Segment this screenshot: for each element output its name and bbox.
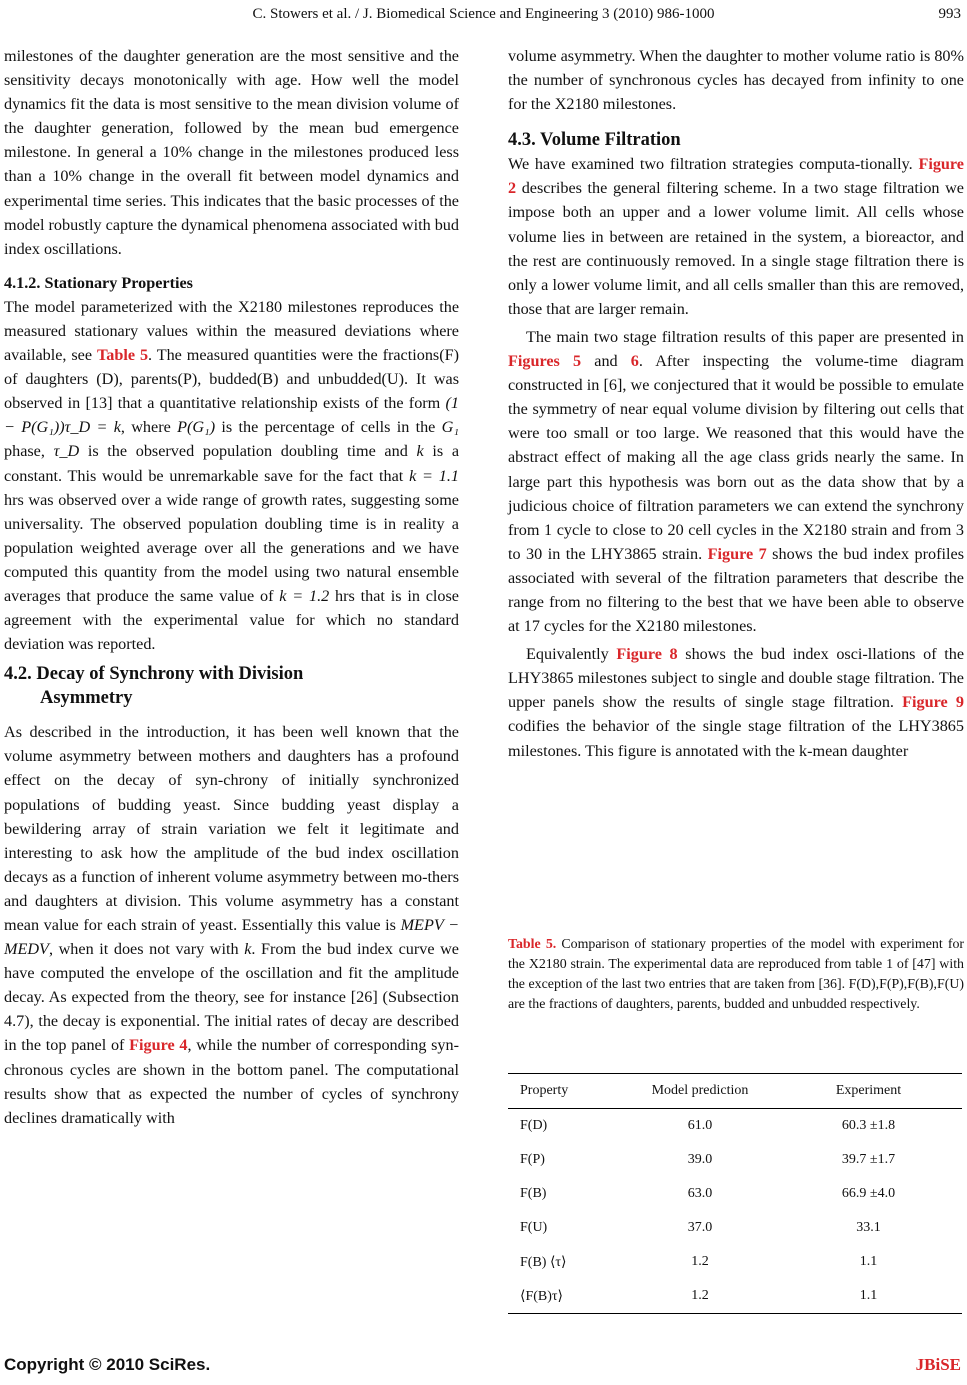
table-row — [508, 1143, 962, 1177]
table-cell: ⟨F(B)τ⟩ — [520, 1288, 563, 1304]
table-cell: 60.3 ±1.8 — [841, 1118, 896, 1133]
journal-abbrev: JBiSE — [915, 1355, 961, 1374]
table-cell: 37.0 — [687, 1220, 713, 1235]
table-cell: F(P) — [520, 1152, 545, 1167]
copyright-notice: Copyright © 2010 SciRes. — [4, 1355, 211, 1374]
table-cell: 39.7 ±1.7 — [841, 1152, 896, 1167]
table-cell: 1.1 — [859, 1254, 878, 1269]
equation: G₁ — [441, 418, 459, 437]
table-cell: 33.1 — [856, 1220, 881, 1235]
running-header — [0, 4, 967, 24]
figures-5-link[interactable]: Figures 5 — [508, 352, 582, 371]
table-row — [508, 1279, 962, 1314]
equation: k — [416, 442, 424, 461]
table-cell: 61.0 — [687, 1118, 713, 1133]
figure-2-link[interactable]: Figure 2 — [508, 155, 964, 198]
section-heading-4-3: 4.3. Volume Filtration — [508, 130, 681, 151]
table-cell: 1.2 — [691, 1254, 709, 1269]
page-footer — [0, 1355, 967, 1385]
figure-9-link[interactable]: Figure 9 — [902, 693, 965, 712]
equation: k — [244, 940, 252, 959]
left-column — [4, 44, 459, 1130]
table-cell: 1.1 — [859, 1288, 878, 1303]
figure-4-link[interactable]: Figure 4 — [129, 1036, 188, 1055]
table-5-label: Table 5. — [508, 937, 557, 952]
table-row — [508, 1245, 962, 1279]
table-cell: F(B) ⟨τ⟩ — [520, 1254, 567, 1270]
right-column — [508, 44, 964, 763]
table-cell: F(B) — [520, 1186, 547, 1201]
paragraph: volume asymmetry. When the daughter to mother volume ratio is 80% the number of synchronous cycles has decayed from infinity to one for the X2180 milestones. — [508, 47, 964, 114]
paragraph: The model parameterized with the X2180 milestones reproduces the measured stationary values within the measured deviations where available, see Table 5. The measured quantities were the fractions(F) of daughters (D), parents(P), budded(B) and unbudded(U). It was observed in [13] that a quantitative relationship exists of the form (1 − P(G₁))τ_D = k, where P(G₁) is the percentage of cells in the G₁ phase, τ_D is the observed population doubling time and k is a constant. This would be unremarkable save for the fact that k = 1.1 hrs was observed over a wide range of growth rates, suggesting some universality. The observed population doubling time is in reality a population weighted average over all the generations and we have computed this quantity from the model using two natural ensemble averages that produce the same value of k = 1.2 hrs that is in close agreement with the experimental value for which no standard deviation was reported. — [4, 297, 460, 654]
section-heading-4-1-2: 4.1.2. Stationary Properties — [4, 273, 193, 292]
figure-7-link[interactable]: Figure 7 — [707, 544, 767, 563]
equation: (1 − P(G₁))τ_D = k — [4, 394, 459, 437]
paragraph: We have examined two filtration strategies computa-tionally. Figure 2 describes the general filtering scheme. In a two stage filtration we impose both an upper and a lower volume limit. All cells whose volume lies in between are retained in the system, a bioreactor, and the rest are continuously removed. In a single stage filtration there is only a lower volume limit, and all cells smaller than this are removed, those that are larger remain. — [508, 155, 964, 318]
equation: P(G₁) — [177, 418, 216, 437]
equation: MEPV − MEDV — [4, 916, 459, 959]
table-cell: 63.0 — [687, 1186, 713, 1201]
table-row — [508, 1211, 962, 1245]
table-cell: F(D) — [520, 1118, 548, 1133]
table-cell: 39.0 — [687, 1152, 713, 1167]
equation: k = 1.1 — [409, 466, 460, 485]
table-5-caption: Table 5. Comparison of stationary properties of the model with experiment for the X2180 strain. The experimental data are reproduced from table 1 of [47] with the exception of the last two entries that are taken from [36]. F(D),F(P),F(B),F(U) are the fractions of daughters, parents, budded and unbudded respectively. — [508, 937, 965, 1012]
column-header: Property — [520, 1083, 569, 1098]
table-cell: F(U) — [520, 1220, 548, 1235]
paragraph: Equivalently Figure 8 shows the bud index osci-llations of the LHY3865 milestones subject to single and double stage filtration. The upper panels show the results of single stage filtration. Figure 9 codifies the behavior of the single stage filtration of the LHY3865 milestones. This figure is annotated with the k-mean daughter — [508, 645, 965, 760]
table-header-row — [508, 1074, 962, 1109]
table-cell: 1.2 — [691, 1288, 709, 1303]
equation: k = 1.2 — [279, 586, 330, 605]
equation: τ_D — [53, 442, 80, 461]
figure-6-link[interactable]: 6 — [630, 352, 639, 371]
table-row — [508, 1109, 962, 1144]
paragraph: milestones of the daughter generation are the most sensitive and the sensitivity decays monotonically with age. How well the model dynamics fit the data is most sensitive to the mean division volume of the daughter generation, followed by the mean bud emergence milestone. In general a 10% change in the milestones produced less than a 10% change in the overall fit between model dynamics and experimental time series. This indicates that the basic processes of the model robustly capture the dynamical phenomena associated with bud index oscillations. — [4, 47, 459, 258]
running-head-text: C. Stowers et al. / J. Biomedical Science and Engineering 3 (2010) 986-1000 — [252, 6, 715, 22]
column-header: Experiment — [835, 1083, 902, 1098]
table-5-link[interactable]: Table 5 — [96, 346, 149, 365]
figure-8-link[interactable]: Figure 8 — [616, 645, 678, 664]
page-number: 993 — [938, 6, 961, 22]
table-5 — [508, 1073, 962, 1314]
paragraph: The main two stage filtration results of this paper are presented in Figures 5 and 6. After inspecting the volume-time diagram constructed in [6], we conjectured that it would be possible to emulate the symmetry of near equal volume division by filtering out cells that were too small or too large. We reasoned that this would have the abstract effect of making all the age class grids nearly the same. In large part this hypothesis was born out as the data show that by a judicious choice of filtration parameters we can extend the synchrony from 1 cycle to close to 20 cell cycles in the X2180 strain and from 3 to 30 in the LHY3865 strain. Figure 7 shows the bud index profiles associated with several of the filtration parameters that describe the range from no filtering to the best that we have been able to observe at 17 cycles for the X2180 milestones. — [508, 327, 965, 636]
table-cell: 66.9 ±4.0 — [841, 1186, 896, 1201]
section-heading-4-2: 4.2. Decay of Synchrony with Division Asymmetry — [4, 664, 304, 709]
paragraph: As described in the introduction, it has been well known that the volume asymmetry between mothers and daughters has a profound effect on the decay of syn-chrony of initially synchronized populations of budding yeast. Since budding yeast display a bewildering array of strain variation we felt it legitimate and interesting to ask how the amplitude of the bud index oscillation decays as a function of inherent volume asymmetry between mo-thers and daughters at division. This volume asymmetry has a constant mean value for each strain of yeast. Essentially this value is MEPV − MEDV, when it does not vary with k. From the bud index curve we have computed the envelope of the oscillation and fit the amplitude decay. As expected from the theory, see for instance [26] (Subsection 4.7), the decay is exponential. The initial rates of decay are described in the top panel of Figure 4, while the number of corresponding syn-chronous cycles are shown in the bottom panel. The computational results show that as expected the number of cycles of synchrony declines dramatically with — [4, 723, 460, 1127]
column-header: Model prediction — [651, 1083, 749, 1098]
table-row — [508, 1177, 962, 1211]
